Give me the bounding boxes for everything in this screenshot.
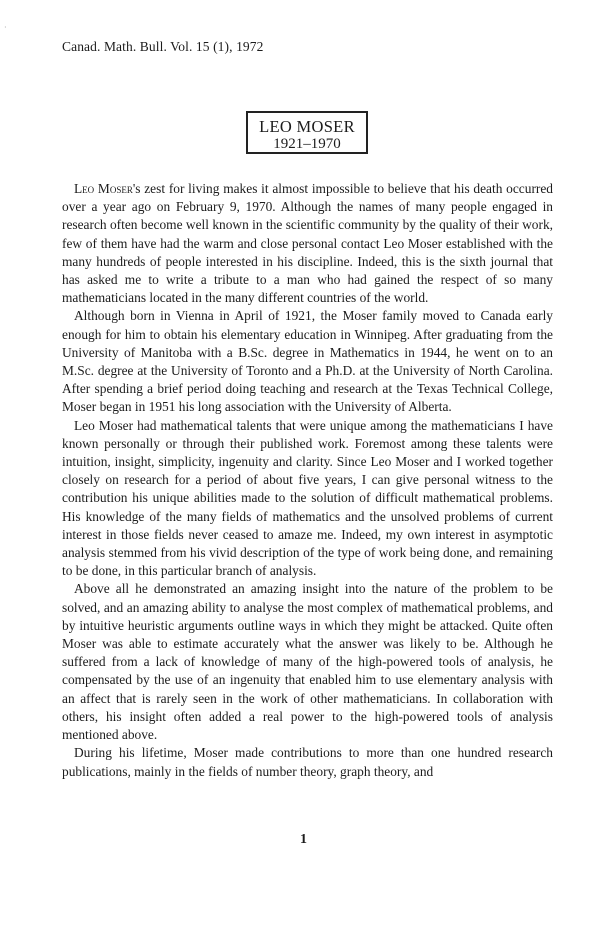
paragraph-5: During his lifetime, Moser made contributions to more than one hundred research publications, mainly in the fields of number theory, graph theory, and bbox=[62, 745, 553, 779]
paragraph-4: Above all he demonstrated an amazing insight into the nature of the problem to be solved, and an amazing ability to analyse the most complex of mathematical problems, and by intuitive heuristic arguments outline ways in which they might be attacked. Quite often Moser was able to estimate accurately what the answer was likely to be. Although he suffered from a lack of knowledge of many of the high-powered tools of analysis, he compensated by the use of an ingenuity that enabled him to use elementary analysis with an affect that is rarely seen in the work of other mathematicians. In collaboration with others, his insight often added a real power to the high-powered tools of analysis mentioned above. bbox=[62, 581, 553, 743]
paragraph-1-text: 's zest for living makes it almost impossible to believe that his death occurred over a year ago on February 9, 1970. Although the names of many people engaged in research often become well known in the scientific community by the quality of their work, few of them have had the warm and close personal contact Leo Moser established with the many hundreds of people interested in his discipline. Indeed, this is the sixth journal that has asked me to write a tribute to a man who had gained the respect of so many mathematicians located in the many different countries of the world. bbox=[62, 181, 554, 306]
journal-citation: Canad. Math. Bull. Vol. 15 (1), 1972 bbox=[62, 39, 264, 54]
paragraph-2: Although born in Vienna in April of 1921, the Moser family moved to Canada early enough for him to obtain his elementary education in Winnipeg. After graduating from the University of Manitoba with a B.Sc. degree in Mathematics in 1944, he went on to an M.Sc. degree at the University of Toronto and a Ph.D. at the University of North Carolina. After spending a brief period doing teaching and research at the Texas Technical College, Moser began in 1951 his long association with the University of Alberta. bbox=[62, 308, 553, 415]
title-dates: 1921–1970 bbox=[273, 136, 341, 152]
title-name: LEO MOSER bbox=[259, 117, 355, 136]
title-box bbox=[246, 111, 368, 154]
article-body bbox=[62, 180, 553, 781]
page-number: 1 bbox=[300, 832, 307, 847]
paragraph-3: Leo Moser had mathematical talents that were unique among the mathematicians I have known personally or through their published work. Foremost among these talents were intuition, insight, simplicity, ingenuity and clarity. Since Leo Moser and I worked together closely on research for a period of about five years, I can give personal witness to the contribution his unique abilities made to the solution of difficult mathematical problems. His knowledge of the many fields of mathematics and the unsolved problems of current interest in those fields never ceased to amaze me. Indeed, my own interest in asymptotic analysis stemmed from his vivid description of the type of work being done, and remaining to be done, in this particular branch of analysis. bbox=[62, 417, 553, 579]
lead-name: Leo Moser bbox=[74, 181, 133, 196]
scan-speck: · bbox=[4, 23, 7, 32]
paragraph-1 bbox=[62, 180, 553, 307]
